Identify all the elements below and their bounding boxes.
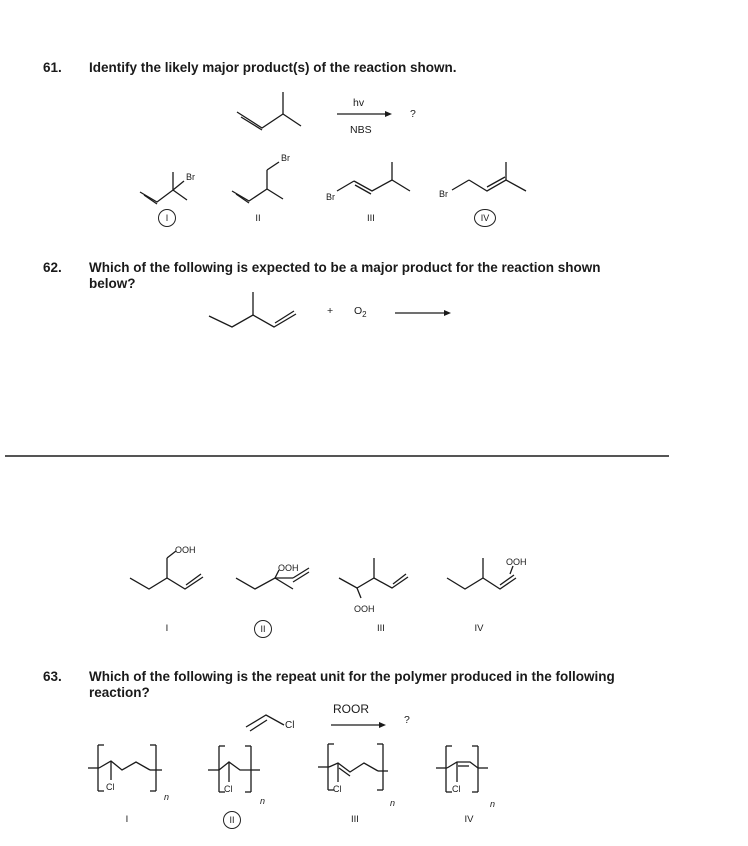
q61-question-text: Identify the likely major product(s) of the reaction shown. [89,60,457,75]
q62-option-ii-label[interactable]: II [254,620,272,638]
q61-option-iii-br: Br [326,192,335,202]
q61-option-ii-structure [232,162,283,203]
q61-reagent-top: hv [353,97,365,109]
q63-option-iii-label[interactable]: III [351,814,359,825]
q62-option-i-label[interactable]: I [165,623,169,634]
q63-reaction-arrow [331,722,386,728]
q63-option-iii-n: n [390,798,396,808]
q61-option-ii-br: Br [281,153,290,163]
q62-option-iii-structure [339,558,408,598]
q62-option-iv-label[interactable]: IV [474,623,484,634]
q61-option-iii-label[interactable]: III [367,213,375,224]
q63-option-iii-cl: Cl [333,784,342,794]
q61-unknown-product: ? [410,108,416,120]
q63-option-i-n: n [164,792,170,802]
q61-option-iv-label[interactable]: IV [474,209,496,227]
q63-option-i-label[interactable]: I [125,814,129,825]
q63-unknown-product: ? [404,714,410,726]
q61-option-iv-br: Br [439,189,448,199]
q61-option-iv-structure [452,162,526,191]
q61-option-i-br: Br [186,172,195,182]
q62-option-iv-ooh: OOH [506,557,527,567]
q63-option-iv-label[interactable]: IV [464,814,474,825]
q62-option-i-structure [130,551,203,589]
q62-option-i-ooh: OOH [175,545,196,555]
q63-option-ii-cl: Cl [224,784,233,794]
q61-reaction-arrow [337,111,392,117]
q63-option-iii-structure [318,744,388,790]
q61-option-ii-label[interactable]: II [255,213,261,224]
q63-option-iv-structure [436,746,488,792]
q62-option-iii-label[interactable]: III [377,623,385,634]
q62-question-text: Which of the following is expected to be a major product for the reaction shown below? [89,260,601,291]
q62-option-iii-ooh: OOH [354,604,375,614]
q62-reactant-structure [209,292,296,327]
section-divider [5,455,669,457]
q63-question-text: Which of the following is the repeat unit for the polymer produced in the following reaction? [89,669,615,700]
q62-reaction-arrow [395,310,451,316]
q62-reagent: $O_2$ [354,305,367,320]
q63-option-iv-n: n [490,799,496,809]
q62-option-ii-ooh: OOH [278,563,299,573]
q63-option-ii-label[interactable]: II [223,811,241,829]
q61-reactant-structure [237,92,301,130]
q63-option-i-structure [88,745,162,791]
q61-option-iii-structure [337,162,410,194]
q63-option-ii-structure [208,746,260,792]
q63-option-i-cl: Cl [106,782,115,792]
q62-number: 62. [43,260,62,275]
q63-reactant-structure [246,715,284,731]
q62-plus-sign: + [327,305,334,317]
q63-option-ii-n: n [260,796,266,806]
q61-option-i-label[interactable]: I [158,209,176,227]
q63-reactant-cl: Cl [285,720,295,731]
q63-option-iv-cl: Cl [452,784,461,794]
q63-number: 63. [43,669,62,684]
q61-number: 61. [43,60,62,75]
q61-reagent-bottom: NBS [350,124,372,136]
q61-option-i-structure [140,172,187,204]
q63-reagent: ROOR [333,702,369,716]
